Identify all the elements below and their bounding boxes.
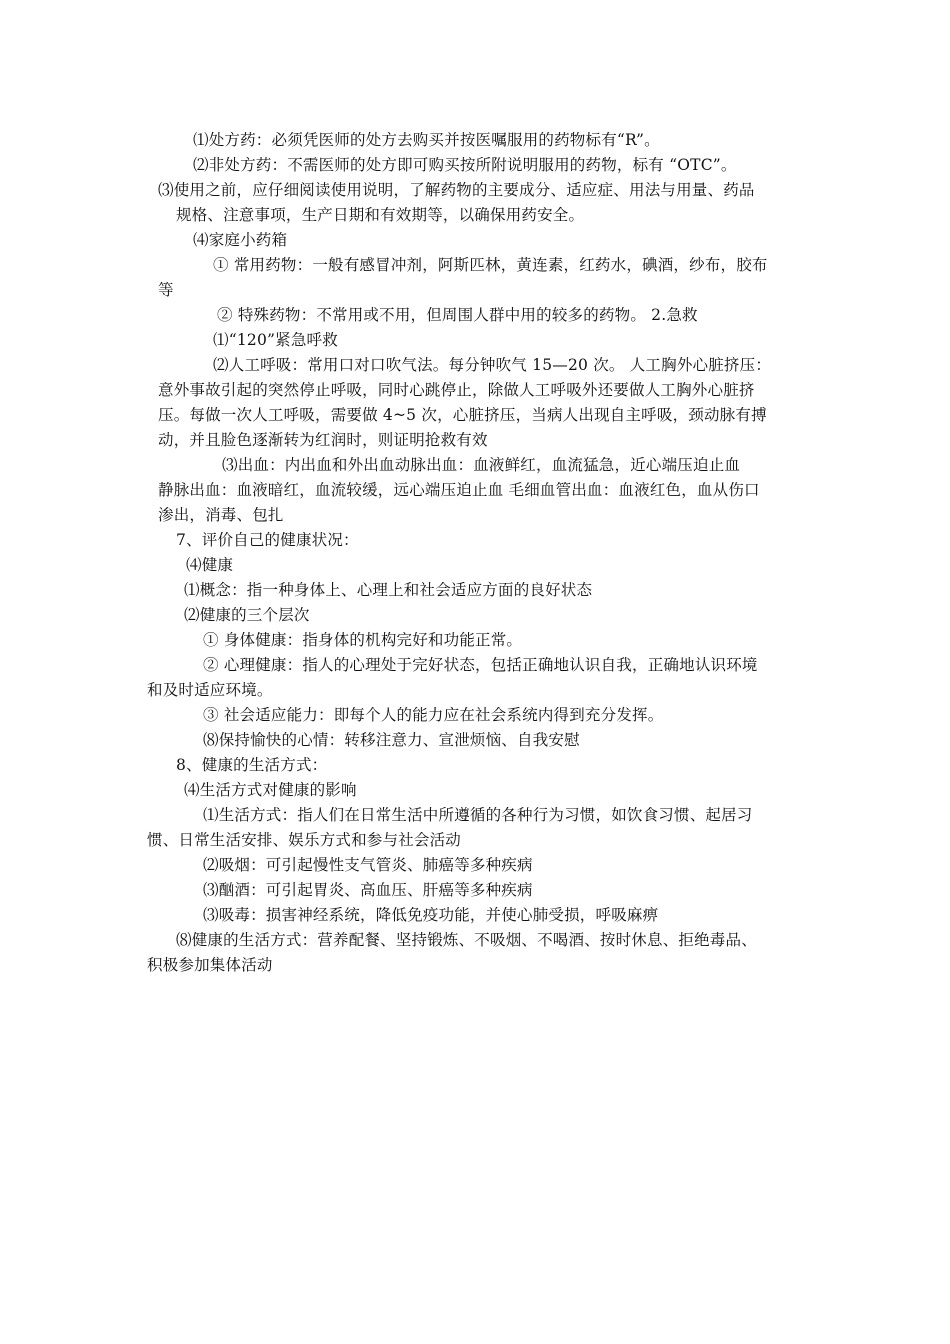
text-line: ⑵健康的三个层次 <box>184 606 310 624</box>
text-line: ⑻健康的生活方式：营养配餐、坚持锻炼、不吸烟、不喝酒、按时休息、拒绝毒品、 <box>176 931 757 949</box>
text-line: ⑵吸烟：可引起慢性支气管炎、肺癌等多种疾病 <box>203 856 533 874</box>
text-line: ⑶出血：内出血和外出血动脉出血：血液鲜红，血流猛急，近心端压迫止血 <box>222 456 741 474</box>
text-line: 惯、日常生活安排、娱乐方式和参与社会活动 <box>147 831 462 849</box>
text-line: 等 <box>158 281 174 299</box>
text-line: ⑷家庭小药箱 <box>193 231 288 249</box>
text-line: 渗出，消毒、包扎 <box>158 506 284 524</box>
text-line: 动，并且脸色逐渐转为红润时，则证明抢救有效 <box>158 431 488 449</box>
text-line: ⑶使用之前，应仔细阅读使用说明，了解药物的主要成分、适应症、用法与用量、药品 <box>158 181 755 199</box>
text-line: ⑷健康 <box>186 556 234 574</box>
text-line: ⑴概念：指一种身体上、心理上和社会适应方面的良好状态 <box>184 581 593 599</box>
text-line: ⑶吸毒：损害神经系统，降低免疫功能，并使心肺受损，呼吸麻痹 <box>203 906 659 924</box>
text-line: ① 身体健康：指身体的机构完好和功能正常。 <box>203 631 523 649</box>
text-line: ① 常用药物：一般有感冒冲剂，阿斯匹林，黄连素，红药水，碘酒，纱布，胶布 <box>213 256 768 274</box>
text-line: 规格、注意事项，生产日期和有效期等，以确保用药安全。 <box>176 206 585 224</box>
text-line: ② 心理健康：指人的心理处于完好状态，包括正确地认识自我，正确地认识环境 <box>203 656 758 674</box>
text-line: ② 特殊药物：不常用或不用，但周围人群中用的较多的药物。 2.急救 <box>217 306 698 324</box>
text-line: ⑴生活方式：指人们在日常生活中所遵循的各种行为习惯，如饮食习惯、起居习 <box>203 806 753 824</box>
text-line: ⑻保持愉快的心情：转移注意力、宣泄烦恼、自我安慰 <box>203 731 580 749</box>
text-line: 意外事故引起的突然停止呼吸，同时心跳停止，除做人工呼吸外还要做人工胸外心脏挤 <box>158 381 755 399</box>
text-line: ⑶酗酒：可引起胃炎、高血压、肝癌等多种疾病 <box>203 881 533 899</box>
text-line: ⑷生活方式对健康的影响 <box>184 781 357 799</box>
text-line: ⑵人工呼吸：常用口对口吹气法。每分钟吹气 15—20 次。 人工胸外心脏挤压： <box>213 356 772 374</box>
text-line: 7、评价自己的健康状况： <box>176 531 359 549</box>
text-line: 静脉出血：血液暗红，血流较缓，远心端压迫止血 毛细血管出血：血液红色，血从伤口 <box>158 481 760 499</box>
text-line: ⑴“120”紧急呼救 <box>213 331 338 349</box>
text-line: ⑵非处方药：不需医师的处方即可购买按所附说明服用的药物，标有 “OTC”。 <box>193 156 737 174</box>
text-line: ⑴处方药：必须凭医师的处方去购买并按医嘱服用的药物标有“R”。 <box>193 131 660 149</box>
text-line: 积极参加集体活动 <box>147 956 273 974</box>
text-line: 和及时适应环境。 <box>147 681 273 699</box>
text-line: 8、健康的生活方式： <box>176 756 328 774</box>
text-line: 压。每做一次人工呼吸，需要做 4~5 次，心脏挤压，当病人出现自主呼吸，颈动脉有搏 <box>158 406 767 424</box>
text-line: ③ 社会适应能力：即每个人的能力应在社会系统内得到充分发挥。 <box>203 706 664 724</box>
